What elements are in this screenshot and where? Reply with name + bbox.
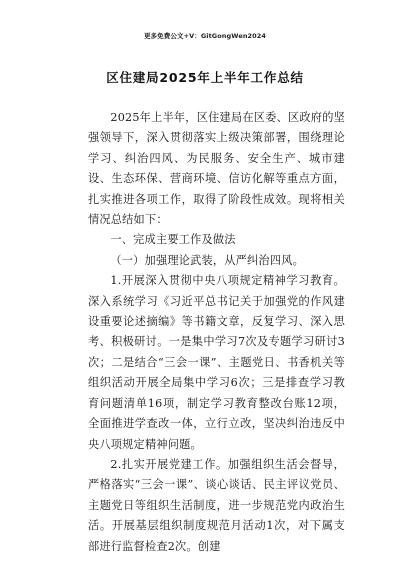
header-watermark: 更多免费公文+V：GitGongWen2024 <box>143 32 267 40</box>
body-paragraph: 1.开展深入贯彻中央八项规定精神学习教育。深入系统学习《习近平总书记关于加强党的作风建设重要论述摘编》等书籍文章，反复学习、深入思考、积极研讨。一是集中学习7次及专题学习研讨3次；二是结合“三会一课”、主题党日、书香机关等组织活动开展全局集中学习6次；三是排查学习教育问题清单16项，制定学习教育整改台账12项，全面推进学查改一体，立行立改，坚决纠治违反中央八项规定精神问题。 <box>88 274 345 451</box>
intro-paragraph: 2025年上半年，区住建局在区委、区政府的坚强领导下，深入贯彻落实上级决策部署，围绕理论学习、纠治四风、为民服务、安全生产、城市建设、生态环保、营商环境、信访化解等重点方面，扎实推进各项工作，取得了阶段性成效。现将相关情况总结如下： <box>88 111 345 227</box>
body-paragraph: 2.扎实开展党建工作。加强组织生活会督导，严格落实“三会一课”、谈心谈话、民主评议党员、主题党日等组织生活制度，进一步规范党内政治生活。开展基层组织制度规范月活动1次，对下属支部进行监督检查2次。创建 <box>88 457 345 553</box>
document-title: 区住建局2025年上半年工作总结 <box>106 70 304 85</box>
section-heading: 一、完成主要工作及做法 <box>110 233 236 247</box>
subsection-heading: （一）加强理论武装，从严纠治四风。 <box>110 253 304 267</box>
document-body <box>88 108 345 557</box>
